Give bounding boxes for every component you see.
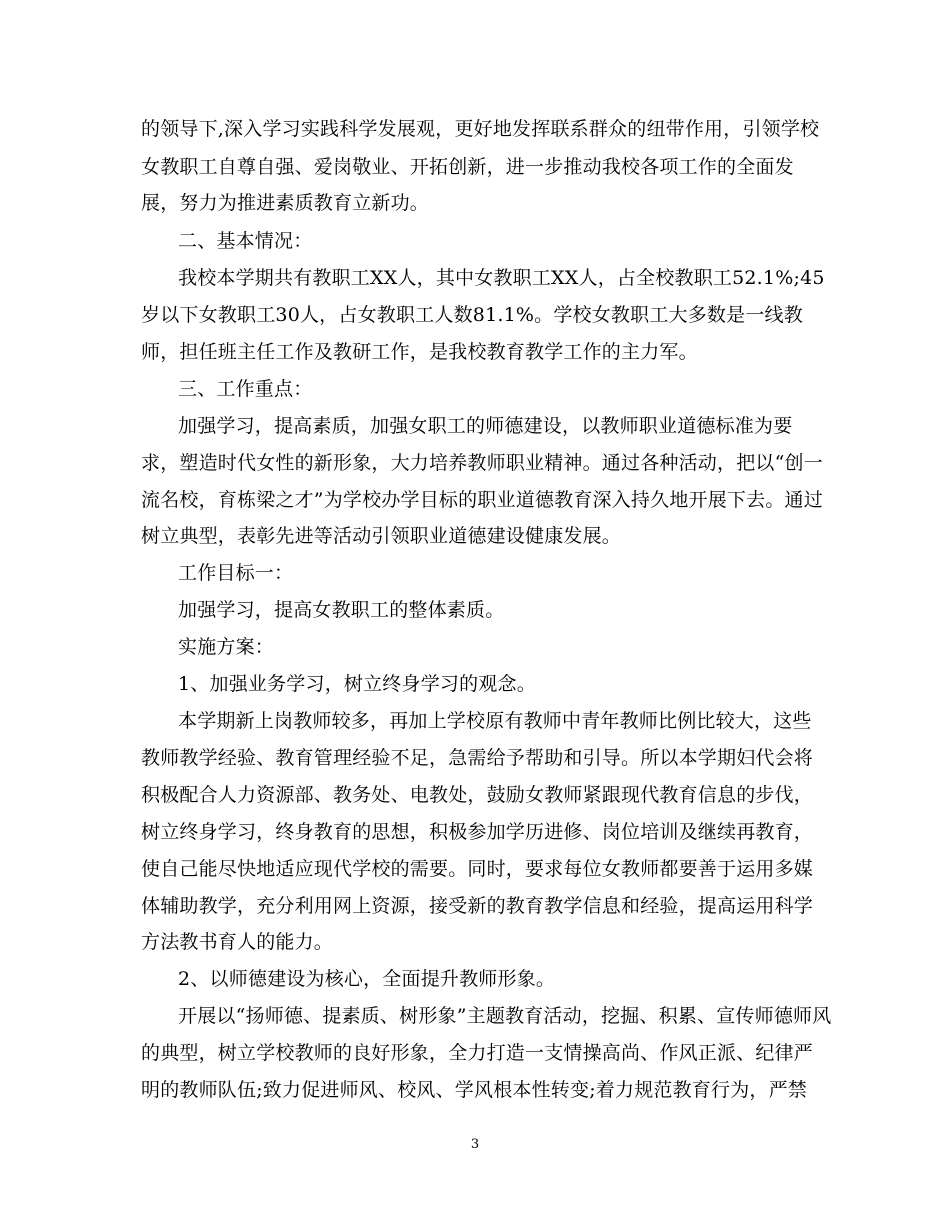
paragraph-line: 加强学习，提高女教职工的整体素质。 bbox=[178, 599, 505, 621]
subheading: 工作目标一： bbox=[178, 562, 294, 584]
paragraph-line: 的领导下,深入学习实践科学发展观，更好地发挥联系群众的纽带作用，引领学校 bbox=[141, 118, 820, 140]
paragraph-line: 体辅助教学，充分利用网上资源，接受新的教育教学信息和经验，提高运用科学 bbox=[141, 895, 814, 917]
paragraph-line: 我校本学期共有教职工XX人，其中女教职工XX人，占全校教职工52.1%;45 bbox=[178, 267, 825, 289]
paragraph-line: 使自己能尽快地适应现代学校的需要。同时，要求每位女教师都要善于运用多媒 bbox=[141, 858, 814, 880]
paragraph-line: 展，努力为推进素质教育立新功。 bbox=[141, 192, 430, 214]
list-item-heading: 2、以师德建设为核心，全面提升教师形象。 bbox=[178, 968, 556, 990]
paragraph-line: 本学期新上岗教师较多，再加上学校原有教师中青年教师比例比较大，这些 bbox=[178, 710, 812, 732]
paragraph-line: 积极配合人力资源部、教务处、电教处，鼓励女教师紧跟现代教育信息的步伐， bbox=[141, 784, 814, 806]
paragraph-line: 加强学习，提高素质，加强女职工的师德建设，以教师职业道德标准为要 bbox=[178, 415, 793, 437]
paragraph-line: 流名校，育栋梁之才”为学校办学目标的职业道德教育深入持久地开展下去。通过 bbox=[141, 489, 823, 511]
section-heading: 二、基本情况： bbox=[178, 230, 313, 252]
section-heading: 三、工作重点： bbox=[178, 378, 313, 400]
paragraph-line: 的典型，树立学校教师的良好形象，全力打造一支情操高尚、作风正派、纪律严 bbox=[141, 1042, 814, 1064]
subheading: 实施方案： bbox=[178, 636, 275, 658]
paragraph-line: 明的教师队伍;致力促进师风、校风、学风根本性转变;着力规范教育行为，严禁 bbox=[141, 1079, 808, 1101]
list-item-heading: 1、加强业务学习，树立终身学习的观念。 bbox=[178, 673, 536, 695]
paragraph-line: 树立典型，表彰先进等活动引领职业道德建设健康发展。 bbox=[141, 525, 622, 547]
paragraph-line: 开展以“扬师德、提素质、树形象”主题教育活动，挖掘、积累、宣传师德师风 bbox=[178, 1005, 832, 1027]
paragraph-line: 求，塑造时代女性的新形象，大力培养教师职业精神。通过各种活动，把以“创一 bbox=[141, 452, 823, 474]
paragraph-line: 师，担任班主任工作及教研工作，是我校教育教学工作的主力军。 bbox=[141, 341, 698, 363]
paragraph-line: 教师教学经验、教育管理经验不足，急需给予帮助和引导。所以本学期妇代会将 bbox=[141, 747, 814, 769]
paragraph-line: 岁以下女教职工30人，占女教职工人数81.1%。学校女教职工大多数是一线教 bbox=[141, 304, 803, 326]
paragraph-line: 树立终身学习，终身教育的思想，积极参加学历进修、岗位培训及继续再教育， bbox=[141, 821, 814, 843]
paragraph-line: 方法教书育人的能力。 bbox=[141, 931, 334, 953]
paragraph-line: 女教职工自尊自强、爱岗敬业、开拓创新，进一步推动我校各项工作的全面发 bbox=[141, 156, 794, 178]
page-number: 3 bbox=[470, 1137, 480, 1152]
